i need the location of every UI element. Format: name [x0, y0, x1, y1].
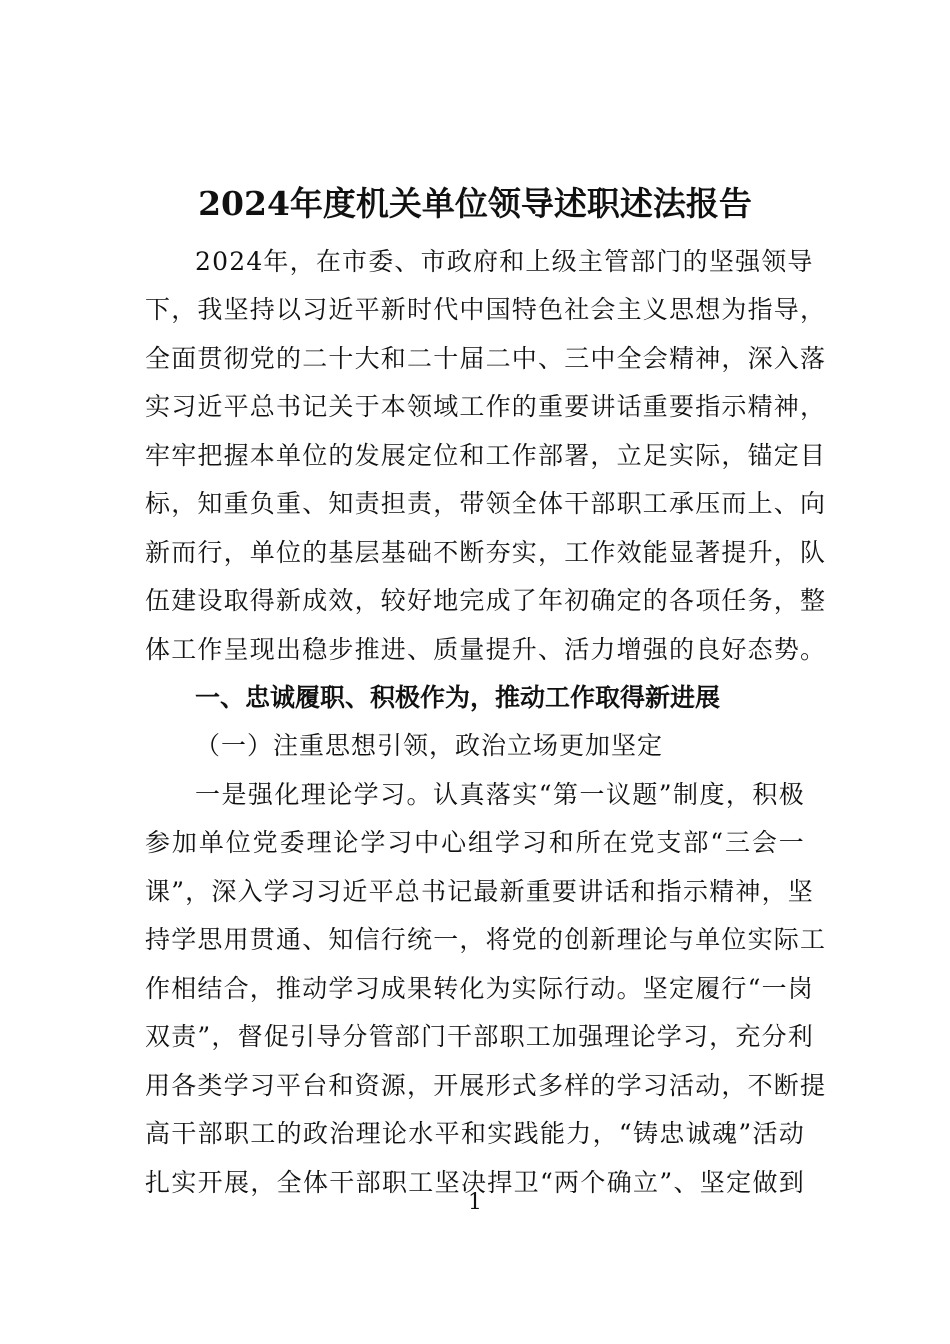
- paragraph-line: 持学思用贯通、知信行统一，将党的创新理论与单位实际工: [145, 925, 827, 954]
- paragraph-line: 作相结合，推动学习成果转化为实际行动。坚定履行“一岗: [145, 974, 814, 1003]
- intro-line: 牢牢把握本单位的发展定位和工作部署，立足实际，锚定目: [145, 441, 827, 470]
- paragraph-line: 双责”，督促引导分管部门干部职工加强理论学习，充分利: [145, 1022, 814, 1051]
- intro-line: 体工作呈现出稳步推进、质量提升、活力增强的良好态势。: [145, 635, 827, 664]
- intro-line: 实习近平总书记关于本领域工作的重要讲话重要指示精神，: [145, 392, 827, 421]
- paragraph-line: 高干部职工的政治理论水平和实践能力，“铸忠诚魂”活动: [145, 1119, 805, 1148]
- paragraph-line: 用各类学习平台和资源，开展形式多样的学习活动，不断提: [145, 1071, 827, 1100]
- paragraph-line: 参加单位党委理论学习中心组学习和所在党支部“三会一: [145, 828, 805, 857]
- paragraph-line: 一是强化理论学习。认真落实“第一议题”制度，积极: [195, 780, 805, 809]
- subsection-heading: （一）注重思想引领，政治立场更加坚定: [195, 731, 664, 760]
- intro-line: 全面贯彻党的二十大和二十届二中、三中全会精神，深入落: [145, 344, 827, 373]
- intro-line: 新而行，单位的基层基础不断夯实，工作效能显著提升，队: [145, 538, 827, 567]
- intro-line: 伍建设取得新成效，较好地完成了年初确定的各项任务，整: [145, 586, 827, 615]
- section-heading: 一、忠诚履职、积极作为，推动工作取得新进展: [195, 683, 721, 712]
- paragraph-line: 扎实开展，全体干部职工坚决捍卫“两个确立”、坚定做到: [145, 1168, 805, 1197]
- intro-line: 2024年，在市委、市政府和上级主管部门的坚强领导: [195, 247, 814, 276]
- page-number: 1: [468, 1190, 482, 1215]
- intro-line: 下，我坚持以习近平新时代中国特色社会主义思想为指导，: [145, 295, 827, 324]
- paragraph-line: 课”，深入学习习近平总书记最新重要讲话和指示精神，坚: [145, 877, 814, 906]
- intro-line: 标，知重负重、知责担责，带领全体干部职工承压而上、向: [145, 489, 827, 518]
- document-title: 2024年度机关单位领导述职述法报告: [198, 184, 752, 223]
